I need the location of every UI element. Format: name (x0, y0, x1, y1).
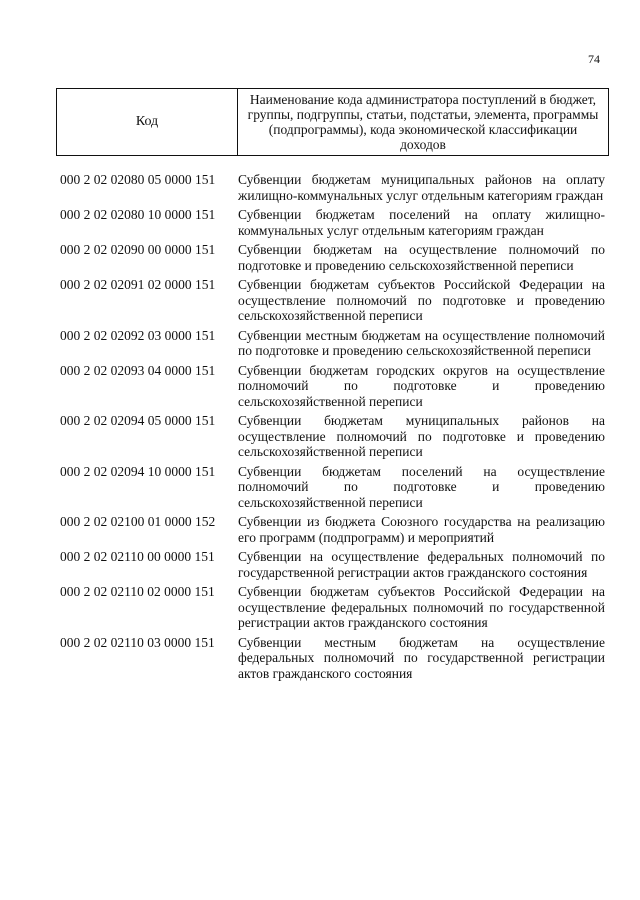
row-code: 000 2 02 02091 02 0000 151 (60, 277, 216, 292)
row-code: 000 2 02 02090 00 0000 151 (60, 242, 216, 257)
table-row (60, 464, 605, 511)
row-code: 000 2 02 02092 03 0000 151 (60, 327, 216, 343)
classification-list (60, 172, 605, 685)
row-description: Субвенции бюджетам поселений на осуществление полномочий по подготовке и проведению сельскохозяйственной переписи (238, 463, 605, 510)
row-description: Субвенции бюджетам на осуществление полномочий по подготовке и проведению сельскохозяйственной переписи (238, 242, 605, 273)
row-code: 000 2 02 02080 05 0000 151 (60, 172, 216, 187)
row-description: Субвенции бюджетам муниципальных районов на оплату жилищно-коммунальных услуг отдельным категориям граждан (238, 172, 605, 203)
row-code: 000 2 02 02100 01 0000 152 (60, 514, 216, 529)
header-name-column: Наименование кода администратора поступлений в бюджет, группы, подгруппы, статьи, подстатьи, элемента, программы (подпрограммы), кода экономической классификации доходов (247, 92, 599, 152)
table-row (60, 514, 605, 545)
table-row (60, 172, 605, 203)
row-description: Субвенции бюджетам муниципальных районов на осуществление полномочий по подготовке и проведению сельскохозяйственной переписи (238, 413, 605, 459)
row-description: Субвенции на осуществление федеральных полномочий по государственной регистрации актов гражданского состояния (238, 549, 605, 580)
table-row (60, 242, 605, 273)
table-row (60, 363, 605, 410)
table-row (60, 413, 605, 460)
row-code: 000 2 02 02110 03 0000 151 (60, 634, 215, 650)
header-code-column: Код (57, 89, 238, 155)
row-code: 000 2 02 02080 10 0000 151 (60, 207, 216, 222)
table-row (60, 635, 605, 682)
row-code: 000 2 02 02110 02 0000 151 (60, 584, 215, 599)
table-row (60, 207, 605, 238)
row-description: Субвенции бюджетам субъектов Российской Федерации на осуществление полномочий по подготовке и проведению сельскохозяйственной переписи (238, 277, 605, 323)
page-number: 74 (588, 52, 600, 66)
row-description: Субвенции бюджетам субъектов Российской Федерации на осуществление федеральных полномочий по государственной регистрации актов гражданского состояния (238, 584, 605, 630)
table-row (60, 277, 605, 324)
row-code: 000 2 02 02094 05 0000 151 (60, 413, 216, 428)
row-code: 000 2 02 02093 04 0000 151 (60, 362, 216, 378)
row-code: 000 2 02 02094 10 0000 151 (60, 463, 216, 479)
row-description: Субвенции из бюджета Союзного государства на реализацию его программ (подпрограмм) и мероприятий (238, 514, 605, 545)
row-description: Субвенции бюджетам городских округов на осуществление полномочий по подготовке и проведению сельскохозяйственной переписи (238, 362, 605, 409)
table-row (60, 584, 605, 631)
row-code: 000 2 02 02110 00 0000 151 (60, 549, 215, 564)
table-header (56, 88, 609, 156)
table-row (60, 549, 605, 580)
row-description: Субвенции местным бюджетам на осуществление федеральных полномочий по государственной регистрации актов гражданского состояния (238, 634, 605, 681)
row-description: Субвенции местным бюджетам на осуществление полномочий по подготовке и проведению сельскохозяйственной переписи (238, 327, 605, 358)
row-description: Субвенции бюджетам поселений на оплату жилищно-коммунальных услуг отдельным категориям граждан (238, 207, 605, 238)
table-row (60, 328, 605, 359)
